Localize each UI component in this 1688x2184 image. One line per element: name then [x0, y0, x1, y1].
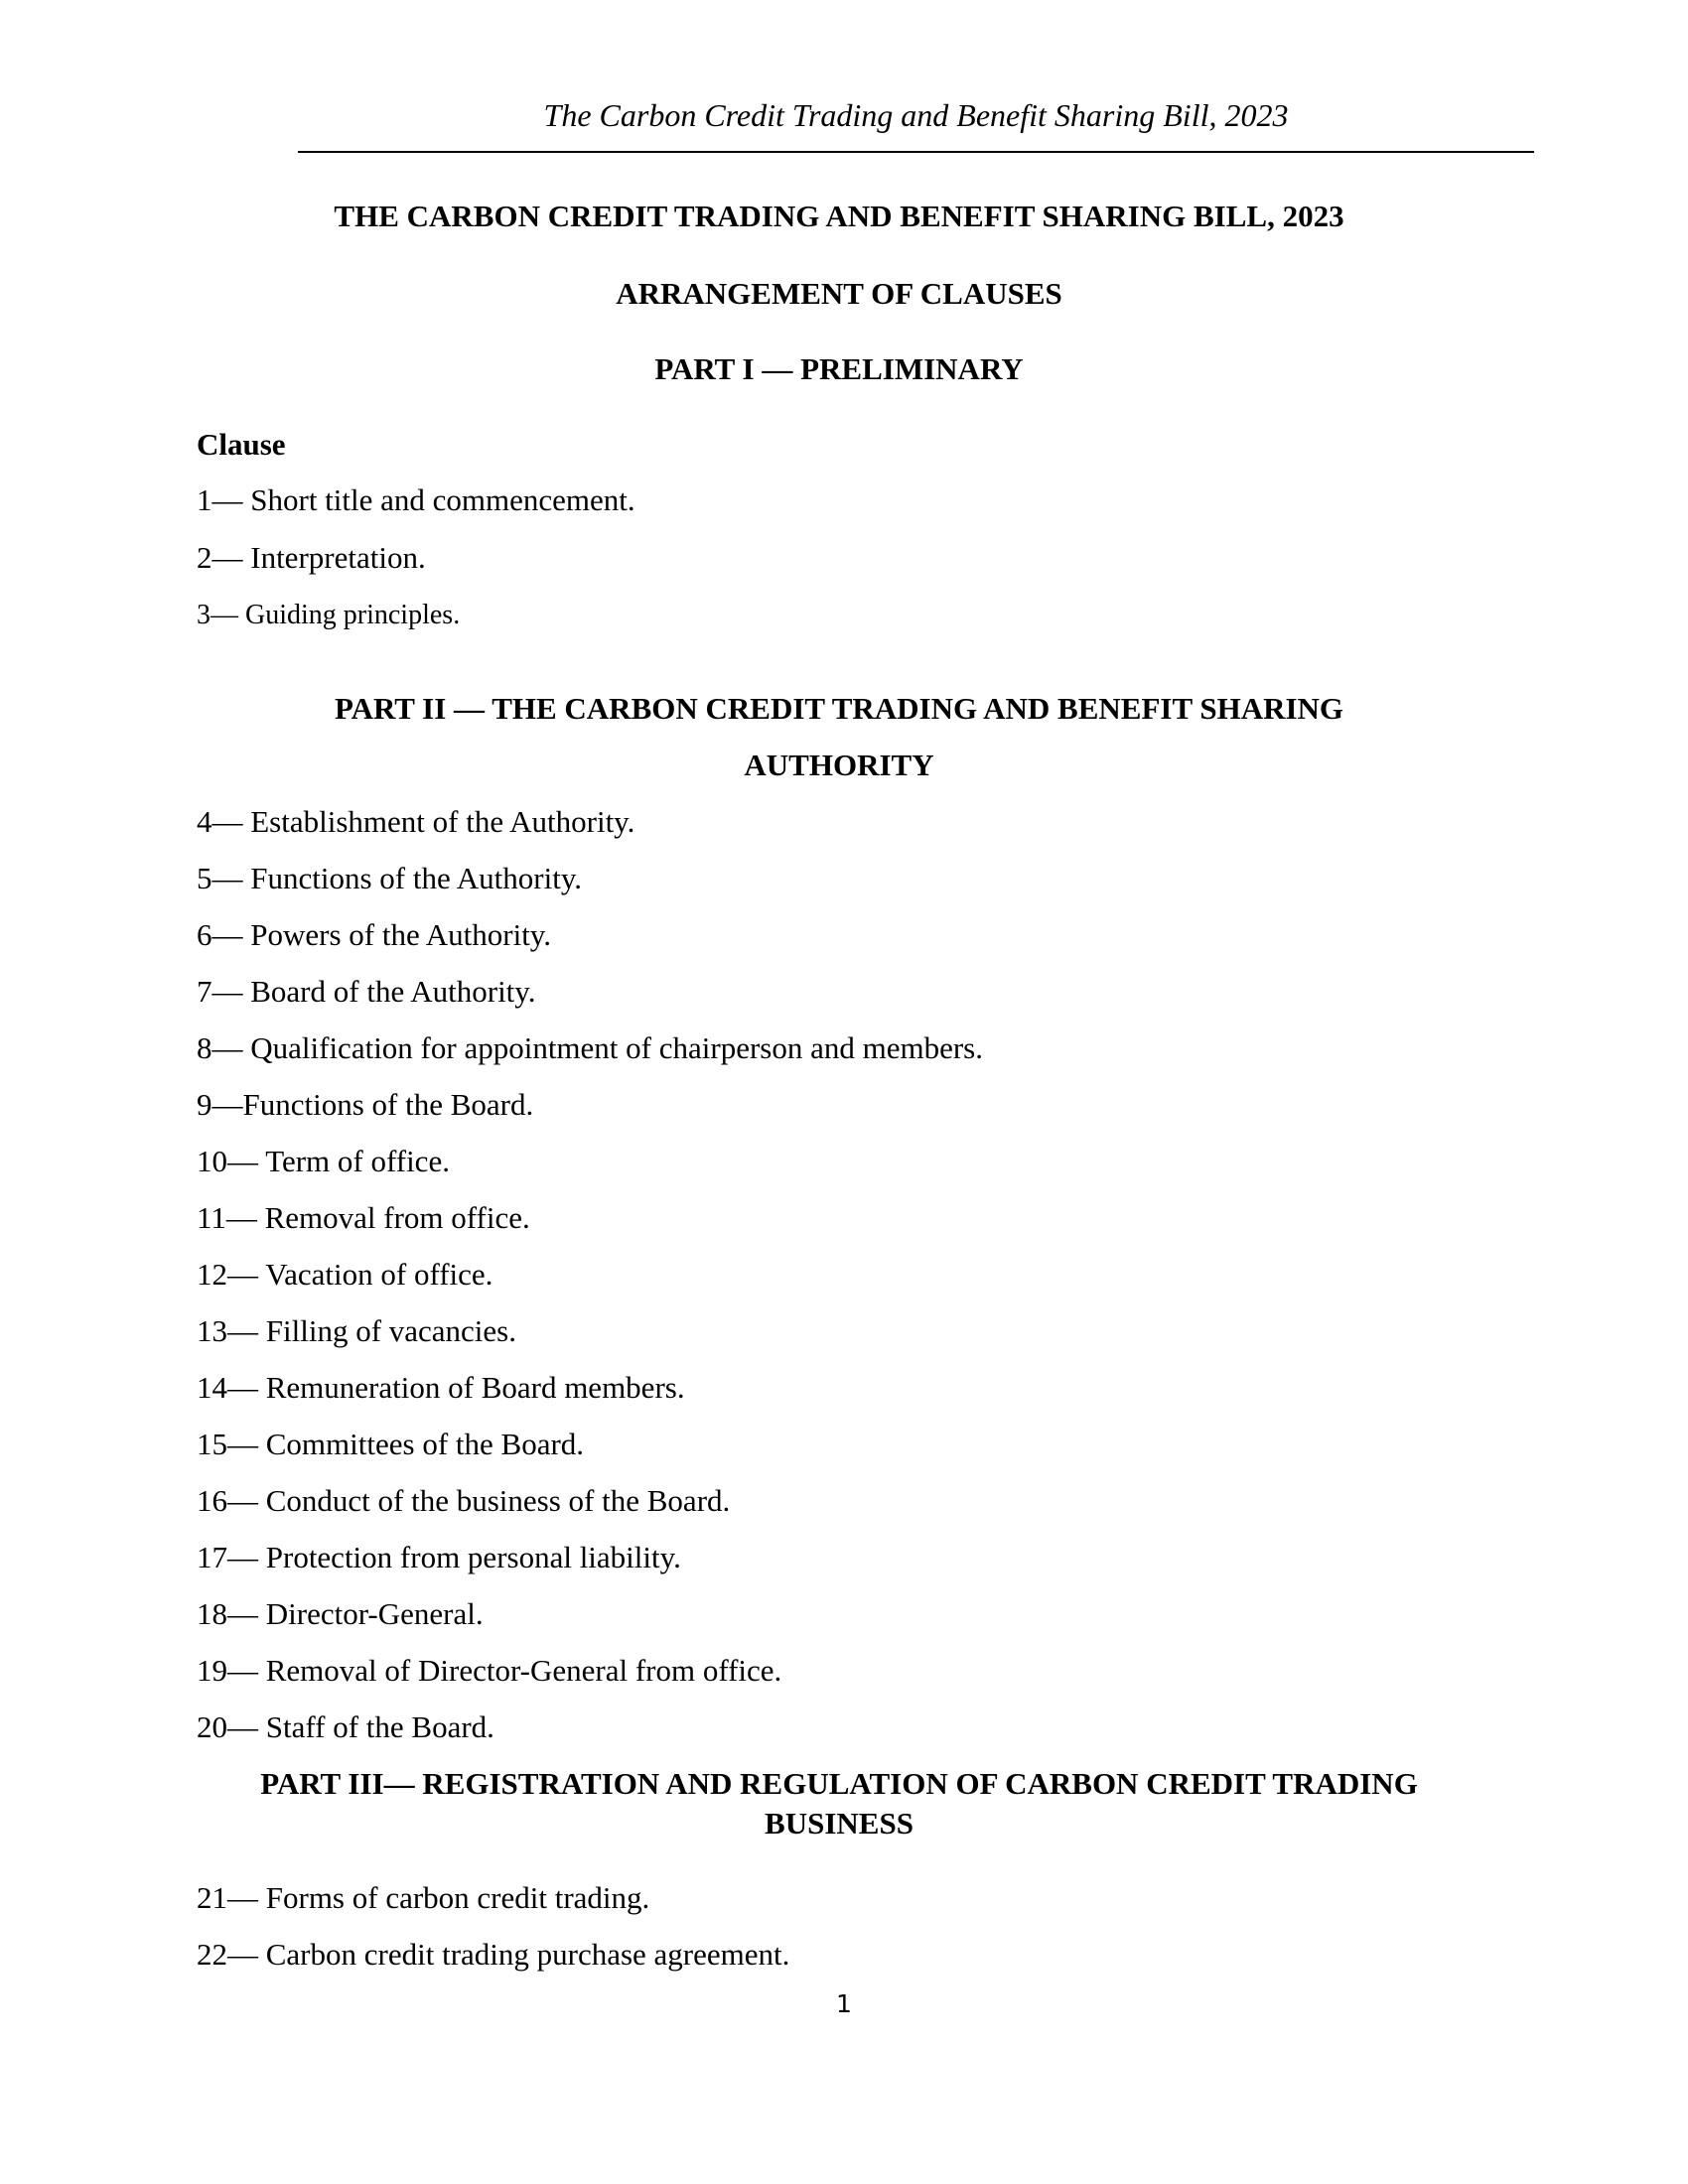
- clause-item: 14— Remuneration of Board members.: [197, 1370, 685, 1405]
- clause-item: 21— Forms of carbon credit trading.: [197, 1880, 650, 1915]
- clause-item: 8— Qualification for appointment of chairperson and members.: [197, 1030, 983, 1065]
- part-3-heading-line-1: PART III— REGISTRATION AND REGULATION OF CARBON CREDIT TRADING: [260, 1766, 1418, 1801]
- clause-item: 6— Powers of the Authority.: [197, 917, 552, 952]
- document-subtitle: ARRANGEMENT OF CLAUSES: [616, 276, 1062, 311]
- clause-item: 3— Guiding principles.: [197, 600, 461, 630]
- clause-item: 20— Staff of the Board.: [197, 1709, 494, 1744]
- document-title: THE CARBON CREDIT TRADING AND BENEFIT SHARING BILL, 2023: [334, 199, 1344, 233]
- clause-item: 10— Term of office.: [197, 1144, 450, 1178]
- part-2-heading-line-1: PART II — THE CARBON CREDIT TRADING AND BENEFIT SHARING: [334, 691, 1344, 726]
- clause-item: 9—Functions of the Board.: [197, 1087, 534, 1122]
- header-rule: [298, 151, 1534, 153]
- part-2-heading-line-2: AUTHORITY: [744, 748, 934, 782]
- clause-item: 2— Interpretation.: [197, 540, 426, 575]
- clause-item: 4— Establishment of the Authority.: [197, 804, 635, 839]
- part-3-heading-line-2: BUSINESS: [765, 1806, 914, 1841]
- part-1-heading: PART I — PRELIMINARY: [654, 351, 1024, 386]
- clause-item: 22— Carbon credit trading purchase agreement.: [197, 1937, 790, 1972]
- clause-item: 12— Vacation of office.: [197, 1257, 493, 1292]
- clause-item: 17— Protection from personal liability.: [197, 1540, 681, 1574]
- clause-item: 7— Board of the Authority.: [197, 974, 536, 1009]
- page-number: 1: [836, 1989, 852, 2018]
- running-header: The Carbon Credit Trading and Benefit Sharing Bill, 2023: [543, 97, 1289, 133]
- clause-label: Clause: [197, 427, 286, 462]
- clause-item: 11— Removal from office.: [197, 1200, 530, 1235]
- clause-item: 1— Short title and commencement.: [197, 482, 635, 517]
- clause-item: 15— Committees of the Board.: [197, 1427, 585, 1461]
- clause-item: 16— Conduct of the business of the Board.: [197, 1483, 731, 1518]
- clause-item: 13— Filling of vacancies.: [197, 1313, 516, 1348]
- clause-item: 19— Removal of Director-General from office.: [197, 1653, 782, 1688]
- clause-item: 5— Functions of the Authority.: [197, 861, 583, 895]
- clause-item: 18— Director-General.: [197, 1596, 484, 1631]
